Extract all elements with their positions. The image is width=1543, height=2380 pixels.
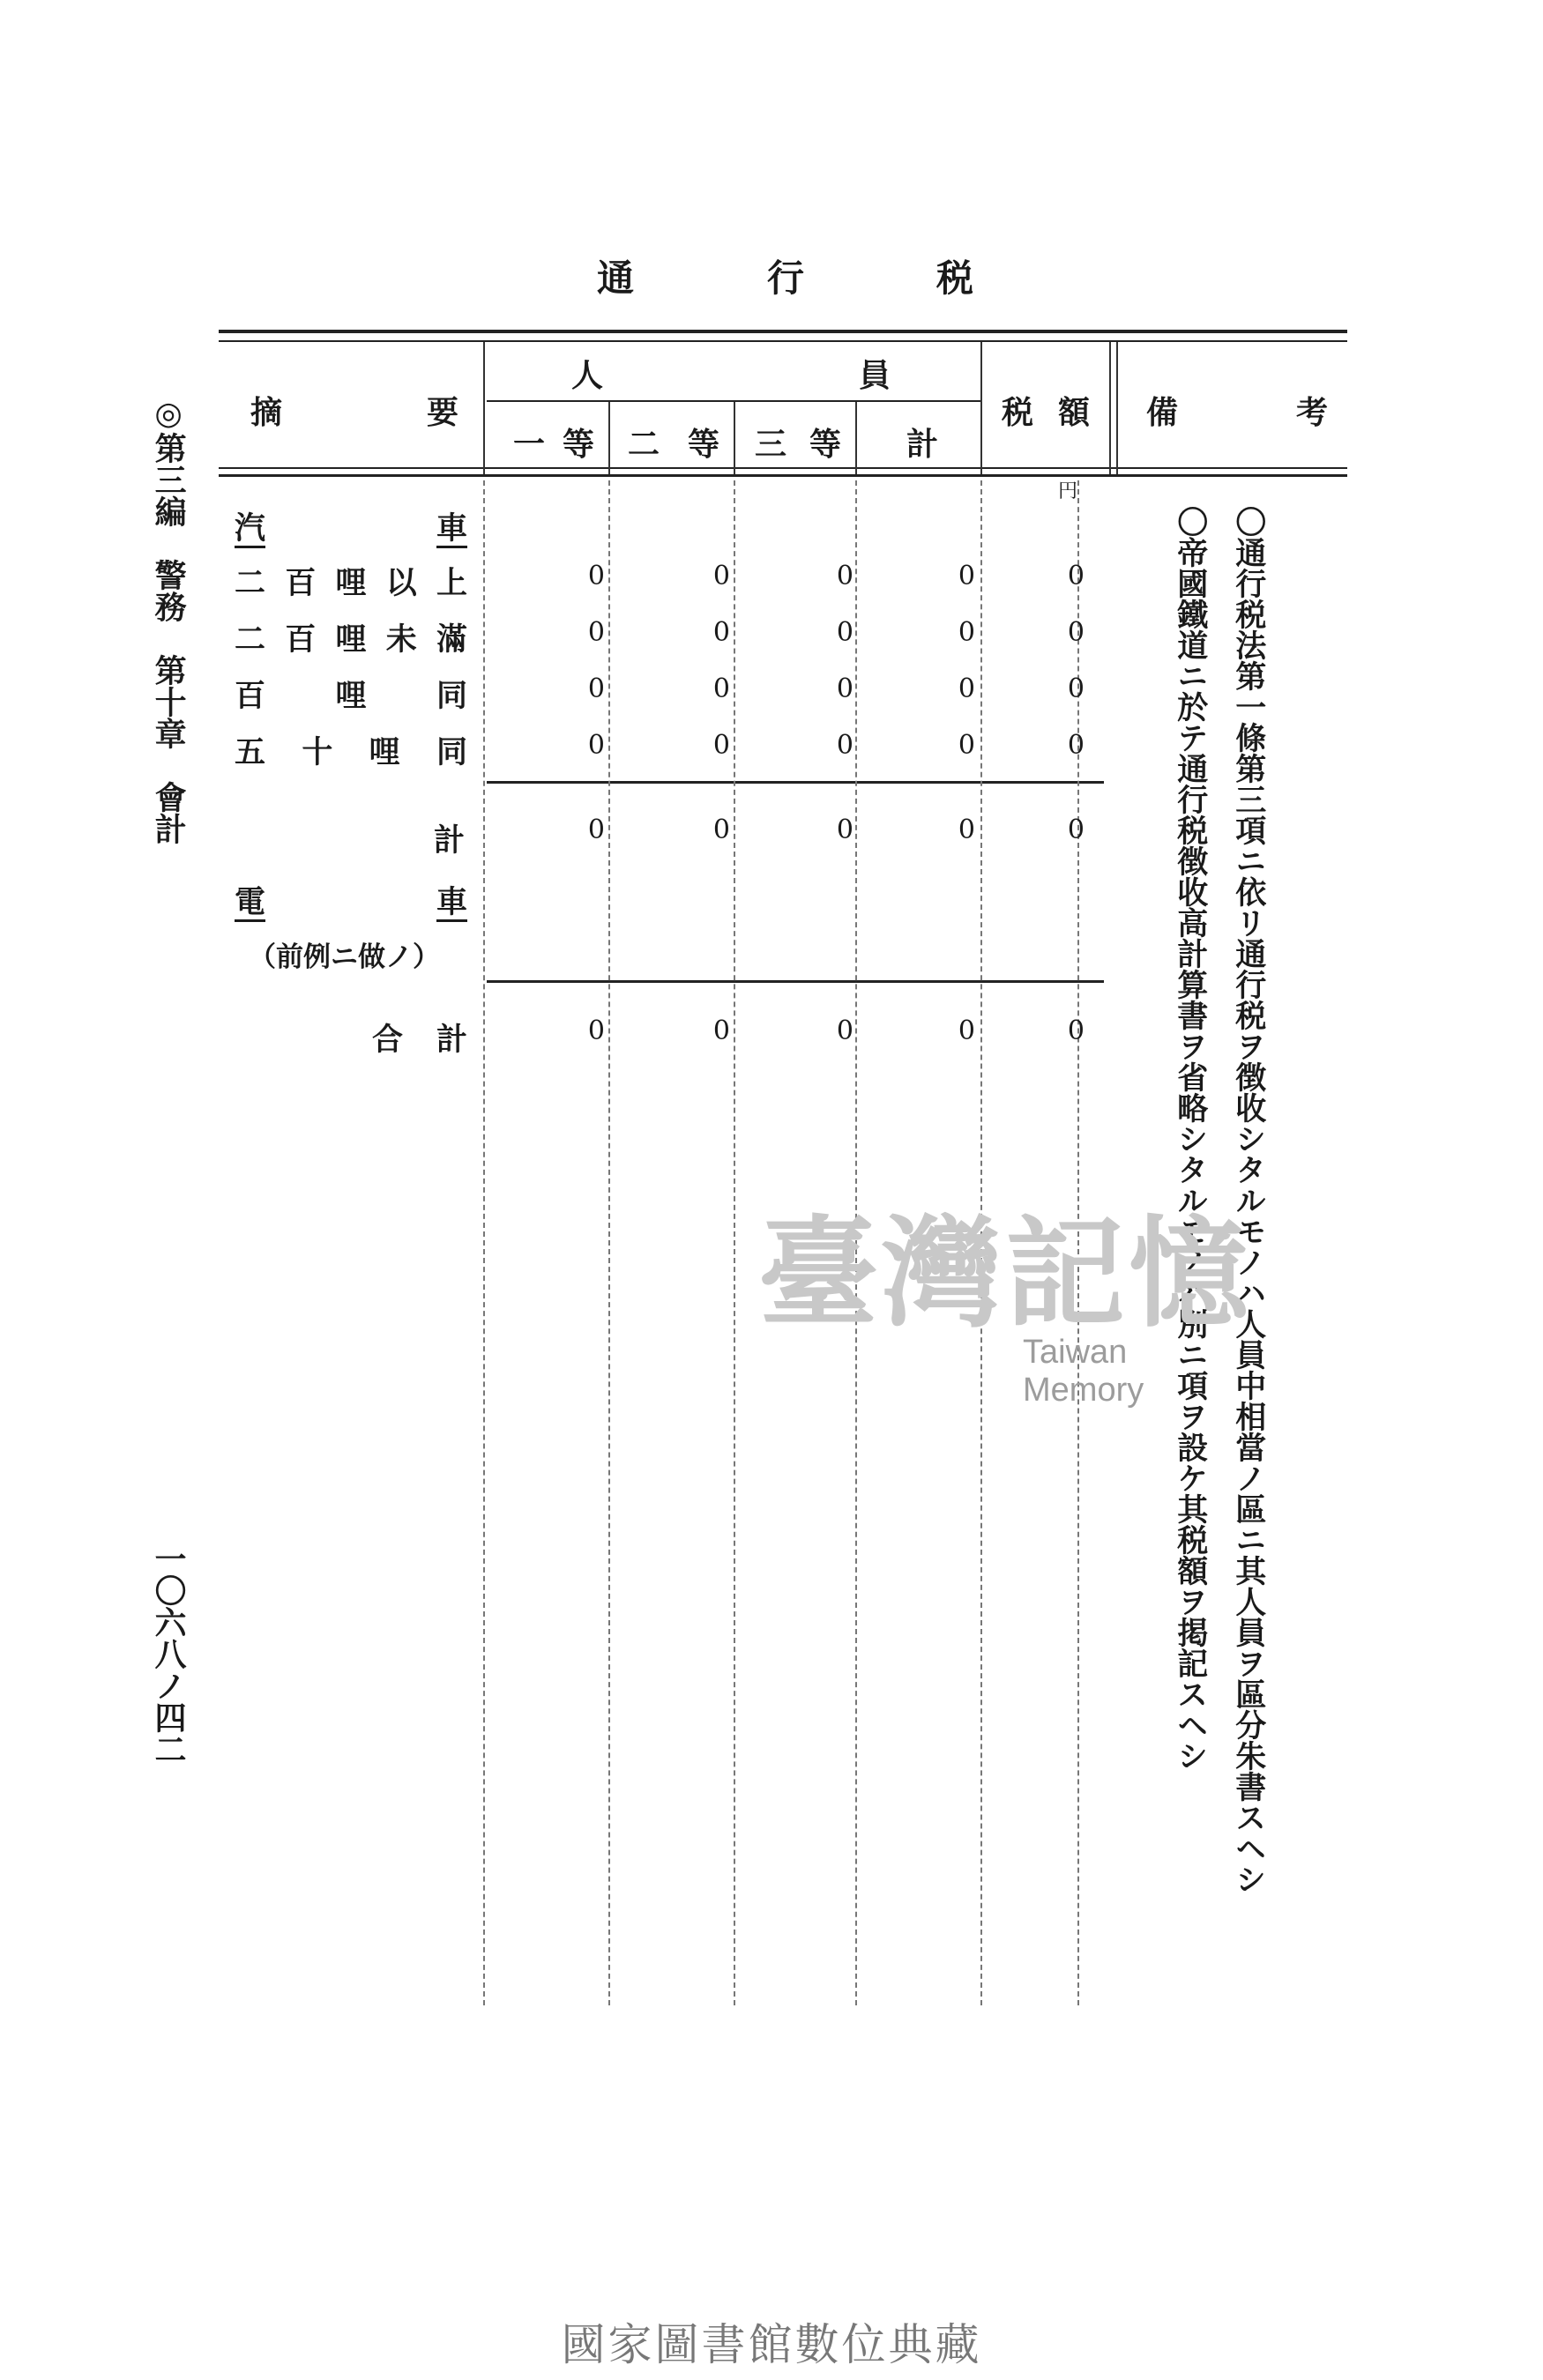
- header-remarks: 備: [1146, 394, 1179, 431]
- remarks-note: 〇通行税法第一條第三項ニ依リ通行税ヲ徴收シタルモノハ人員中相當ノ區ニ其人員ヲ區分朱書スヘシ: [1230, 506, 1267, 1894]
- footer-credit: 國家圖書館數位典藏: [561, 2319, 982, 2370]
- row-label: 二 百 哩 以 上: [235, 565, 467, 601]
- header-tax: 税: [1002, 394, 1034, 431]
- header-class-2: 等: [688, 426, 720, 463]
- header-personnel: 員: [859, 357, 891, 394]
- title-char: 税: [936, 257, 976, 300]
- group-label-steam: 汽 車: [235, 510, 467, 547]
- header-class-1: 等: [563, 426, 595, 463]
- tram-note: （前例ニ做ノ）: [249, 941, 440, 973]
- watermark-chinese: 臺灣記憶: [758, 1203, 1252, 1344]
- watermark-english: Taiwan Memory: [1023, 1334, 1144, 1409]
- group-label-tram: 電 車: [235, 884, 467, 920]
- watermark: [758, 1177, 1252, 1409]
- chapter-heading: ◎第三編 警務 第十章 會計: [150, 395, 188, 844]
- title-char: 通: [597, 257, 637, 300]
- header-remarks: 考: [1296, 394, 1329, 431]
- row-label: 五 十 哩 同: [235, 734, 467, 770]
- header-class-2: 二: [628, 426, 660, 463]
- row-label: 百 哩 同: [235, 678, 467, 714]
- header-summary: 要: [427, 394, 459, 431]
- unit-mark: 円: [1058, 480, 1078, 502]
- header-tax: 額: [1058, 394, 1091, 431]
- header-personnel: 人: [571, 357, 604, 394]
- title-char: 行: [767, 257, 807, 300]
- header-class-3: 三: [755, 426, 787, 463]
- header-class-1: 一: [513, 426, 546, 463]
- subtotal-label: 計: [434, 822, 466, 859]
- header-class-3: 等: [809, 426, 842, 463]
- page-number: 一〇六八ノ四二: [150, 1543, 187, 1765]
- header-summary: 摘: [250, 394, 283, 431]
- remarks-note: 〇帝國鐵道ニ於テ通行税徴收高計算書ヲ省略シタルモノハ別ニ項ヲ設ケ其税額ヲ掲記スヘシ: [1172, 506, 1209, 1771]
- row-label: 二 百 哩 未 滿: [235, 621, 467, 658]
- header-class-total: 計: [906, 426, 939, 463]
- grand-total-label: 合 計: [372, 1022, 467, 1058]
